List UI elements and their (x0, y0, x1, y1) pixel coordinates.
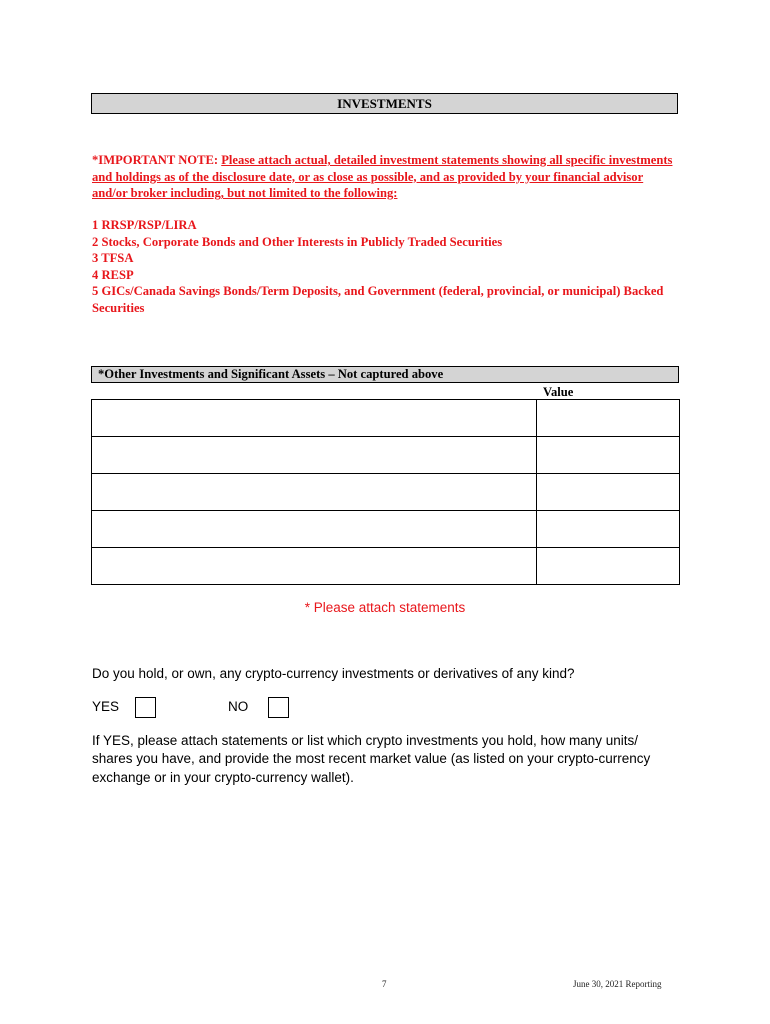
investment-list (92, 217, 677, 317)
no-checkbox[interactable] (268, 697, 289, 718)
note-body: Please attach actual, detailed investment statements showing all specific investments and holdings as of the disclosure date, or as close as possible, and as provided by your financial advisor and/or broker including, but not limited to the following: (92, 153, 673, 201)
description-cell[interactable] (92, 474, 537, 511)
value-cell[interactable] (537, 511, 680, 548)
table-row (92, 511, 680, 548)
other-investments-table (91, 399, 680, 585)
footer-date: June 30, 2021 Reporting (573, 979, 662, 989)
attach-statements-note: * Please attach statements (304, 600, 466, 615)
list-item: 2 Stocks, Corporate Bonds and Other Interests in Publicly Traded Securities (92, 234, 503, 249)
yes-label: YES (92, 699, 120, 714)
table-row (92, 548, 680, 585)
yes-checkbox[interactable] (135, 697, 156, 718)
crypto-instructions: If YES, please attach statements or list which crypto investments you hold, how many units/ shares you have, and provide the most recent market value (as listed on your crypto-currency exchange or in your crypto-currency wallet). (92, 733, 651, 785)
list-item: 3 TFSA (92, 251, 134, 266)
value-cell[interactable] (537, 474, 680, 511)
value-column-label: Value (543, 385, 574, 399)
list-item: 1 RRSP/RSP/LIRA (92, 218, 197, 232)
no-label: NO (228, 699, 249, 714)
section-title: INVESTMENTS (91, 93, 678, 114)
crypto-question: Do you hold, or own, any crypto-currency investments or derivatives of any kind? (92, 666, 575, 681)
table-row (92, 400, 680, 437)
value-cell[interactable] (537, 400, 680, 437)
value-cell[interactable] (537, 548, 680, 585)
table-row (92, 437, 680, 474)
important-note (92, 152, 677, 202)
table-row (92, 474, 680, 511)
description-cell[interactable] (92, 548, 537, 585)
note-prefix: *IMPORTANT NOTE: (92, 153, 222, 167)
list-item: 5 GICs/Canada Savings Bonds/Term Deposits, and Government (federal, provincial, or municipal) Backed Securities (92, 284, 664, 315)
description-cell[interactable] (92, 400, 537, 437)
page-number: 7 (382, 979, 387, 989)
description-cell[interactable] (92, 511, 537, 548)
list-item: 4 RESP (92, 267, 134, 282)
value-cell[interactable] (537, 437, 680, 474)
description-cell[interactable] (92, 437, 537, 474)
other-investments-header: *Other Investments and Significant Assets – Not captured above (91, 366, 679, 383)
